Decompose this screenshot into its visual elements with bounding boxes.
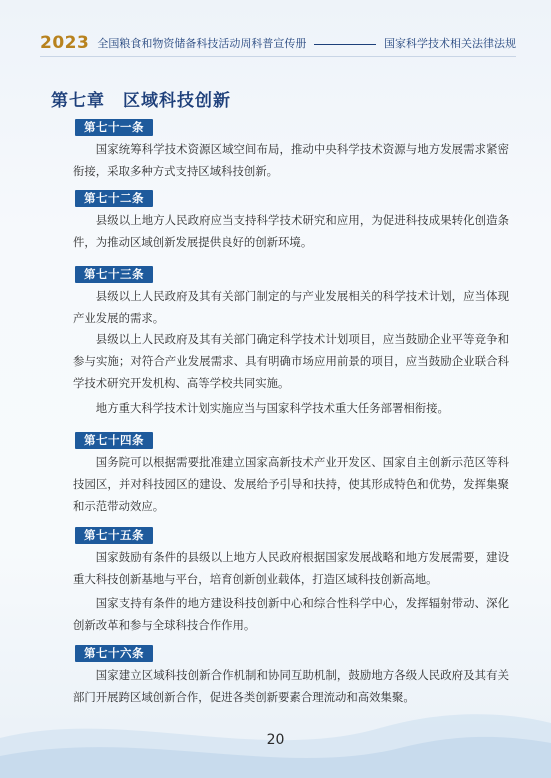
page-number: 20 — [266, 732, 285, 748]
article-paragraph: 地方重大科学技术计划实施应当与国家科学技术重大任务部署相衔接。 — [95, 401, 449, 415]
article-paragraph: 县级以上地方人民政府应当支持科学技术研究和应用，为促进科技成果转化创造条件，为推动区域创新发展提供良好的创新环境。 — [73, 213, 509, 249]
article-paragraph: 国家建立区域科技创新合作机制和协同互助机制，鼓励地方各级人民政府及其有关部门开展跨区域创新合作，促进各类创新要素合理流动和高效集聚。 — [73, 668, 509, 704]
page-header — [40, 32, 516, 54]
header-doc-title: 国家科学技术相关法律法规 — [384, 37, 516, 50]
header-year: 2023 — [40, 33, 90, 53]
article-label: 第七十三条 — [75, 266, 153, 283]
article-paragraph: 县级以上人民政府及其有关部门确定科学技术计划项目，应当鼓励企业平等竞争和参与实施；对符合产业发展需求、具有明确市场应用前景的项目，应当鼓励企业联合科学技术研究开发机构、高等学校共同实施。 — [73, 332, 509, 390]
article-paragraph: 县级以上人民政府及其有关部门制定的与产业发展相关的科学技术计划，应当体现产业发展的需求。 — [73, 289, 509, 325]
chapter-title: 区域科技创新 — [123, 91, 231, 111]
article-label: 第七十二条 — [75, 190, 153, 207]
article-paragraph: 国家统筹科学技术资源区域空间布局，推动中央科学技术资源与地方发展需求紧密衔接，采取多种方式支持区域科技创新。 — [73, 142, 509, 178]
article-paragraph: 国家支持有条件的地方建设科技创新中心和综合性科学中心，发挥辐射带动、深化创新改革和参与全球科技合作作用。 — [73, 596, 509, 632]
header-divider — [40, 56, 516, 57]
article-label: 第七十六条 — [75, 645, 153, 662]
chapter-number: 第七章 — [51, 91, 105, 111]
chapter-heading — [51, 86, 231, 111]
article-label: 第七十四条 — [75, 432, 153, 449]
article-paragraph: 国家鼓励有条件的县级以上地方人民政府根据国家发展战略和地方发展需要，建设重大科技创新基地与平台，培育创新创业载体，打造区域科技创新高地。 — [73, 550, 509, 586]
header-series: 全国粮食和物资储备科技活动周科普宣传册 — [97, 37, 307, 50]
article-label: 第七十一条 — [75, 119, 153, 136]
article-paragraph: 国务院可以根据需要批准建立国家高新技术产业开发区、国家自主创新示范区等科技园区，并对科技园区的建设、发展给予引导和扶持，使其形成特色和优势，发挥集聚和示范带动效应。 — [73, 455, 509, 513]
article-label: 第七十五条 — [75, 527, 153, 544]
header-rule — [314, 44, 376, 45]
